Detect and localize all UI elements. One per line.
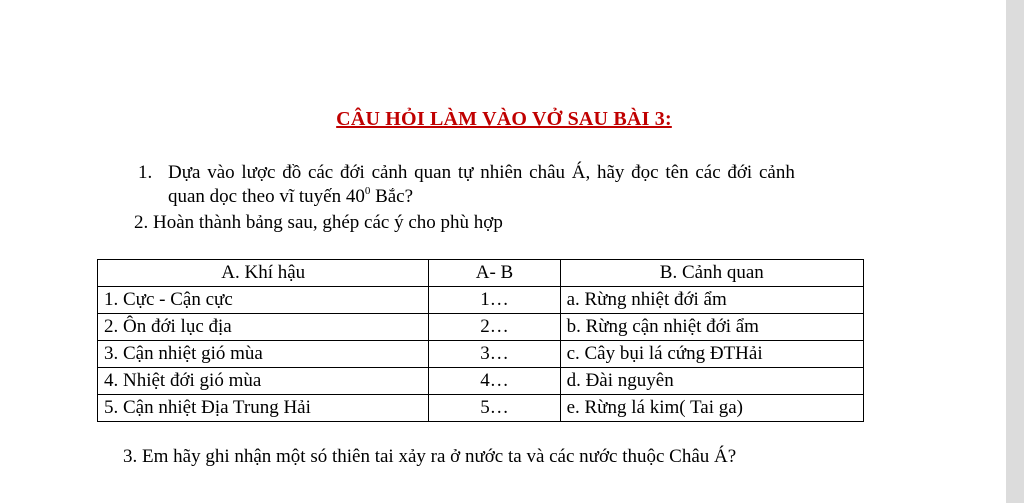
header-match: A- B bbox=[429, 260, 560, 287]
degree-superscript: 0 bbox=[364, 185, 371, 197]
match-cell: 5… bbox=[429, 395, 560, 422]
match-cell: 4… bbox=[429, 368, 560, 395]
climate-cell: 5. Cận nhiệt Địa Trung Hải bbox=[98, 395, 429, 422]
matching-table bbox=[97, 259, 864, 422]
table-row bbox=[98, 395, 864, 422]
landscape-cell: d. Đài nguyên bbox=[560, 368, 863, 395]
match-cell: 3… bbox=[429, 341, 560, 368]
table-row bbox=[98, 314, 864, 341]
table-header-row bbox=[98, 260, 864, 287]
table-row bbox=[98, 287, 864, 314]
header-climate: A. Khí hậu bbox=[98, 260, 429, 287]
question-1-number: 1. bbox=[138, 162, 153, 183]
question-1-line-1: Dựa vào lược đồ các đới cảnh quan tự nhiên châu Á, hãy đọc tên các đới cảnh bbox=[168, 162, 795, 183]
landscape-cell: a. Rừng nhiệt đới ẩm bbox=[560, 287, 863, 314]
landscape-cell: e. Rừng lá kim( Tai ga) bbox=[560, 395, 863, 422]
vertical-scrollbar[interactable] bbox=[1006, 0, 1024, 503]
question-1-line-2 bbox=[168, 185, 413, 208]
landscape-cell: b. Rừng cận nhiệt đới ẩm bbox=[560, 314, 863, 341]
match-cell: 2… bbox=[429, 314, 560, 341]
climate-cell: 4. Nhiệt đới gió mùa bbox=[98, 368, 429, 395]
question-1-line-2-end: Bắc? bbox=[370, 186, 414, 207]
table-row bbox=[98, 368, 864, 395]
match-cell: 1… bbox=[429, 287, 560, 314]
question-3: 3. Em hãy ghi nhận một só thiên tai xảy ra ở nước ta và các nước thuộc Châu Á? bbox=[123, 446, 737, 467]
landscape-cell: c. Cây bụi lá cứng ĐTHải bbox=[560, 341, 863, 368]
climate-cell: 1. Cực - Cận cực bbox=[98, 287, 429, 314]
question-1-line-2-text: quan dọc theo vĩ tuyến 40 bbox=[168, 186, 365, 207]
header-landscape: B. Cảnh quan bbox=[560, 260, 863, 287]
climate-cell: 2. Ôn đới lục địa bbox=[98, 314, 429, 341]
question-2: 2. Hoàn thành bảng sau, ghép các ý cho phù hợp bbox=[134, 212, 503, 233]
climate-cell: 3. Cận nhiệt gió mùa bbox=[98, 341, 429, 368]
document-title: CÂU HỎI LÀM VÀO VỞ SAU BÀI 3: bbox=[336, 108, 672, 130]
table-row bbox=[98, 341, 864, 368]
